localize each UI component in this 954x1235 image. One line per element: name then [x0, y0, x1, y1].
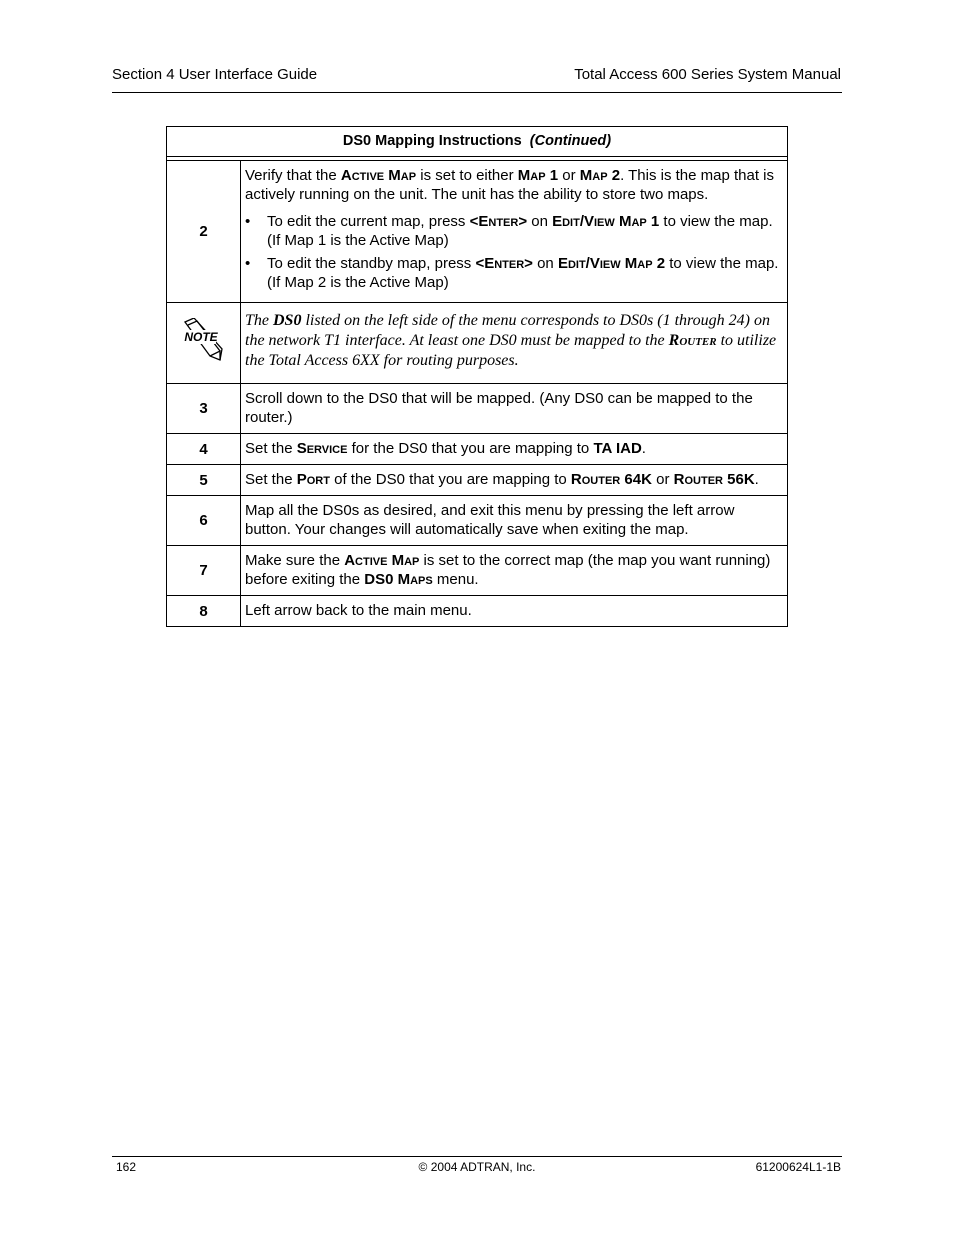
- step-row-3: [167, 384, 788, 434]
- text: on: [532, 255, 558, 272]
- step-number: 8: [167, 596, 241, 627]
- menu-term-map-2: Map 2: [579, 167, 621, 184]
- menu-term-ds0-maps: DS0 Maps: [364, 571, 433, 588]
- text: for the DS0 that you are mapping to: [347, 440, 594, 457]
- text: on: [527, 213, 553, 230]
- step-row-4: [167, 434, 788, 465]
- text: .: [641, 440, 646, 457]
- text: is set to either: [416, 167, 518, 184]
- running-header-section: Section 4 User Interface Guide: [112, 66, 318, 83]
- step-description: Left arrow back to the main menu.: [241, 596, 788, 627]
- step-number: 2: [167, 161, 241, 303]
- step-description: Scroll down to the DS0 that will be mapped. (Any DS0 can be mapped to the router.): [241, 384, 788, 434]
- text: to view the map. (If Map 2 is the Active Map): [267, 255, 779, 291]
- step-number: 6: [167, 496, 241, 546]
- bullet-glyph: •: [245, 213, 251, 230]
- step-2-bullets: [245, 212, 781, 292]
- text: listed on the left side of the menu corresponds to DS0s (1 through 24) on the network T1 interface. At least one DS0 must be mapped to the: [245, 312, 770, 349]
- running-header-title: Total Access 600 Series System Manual: [574, 66, 841, 83]
- step-row-5: [167, 465, 788, 496]
- step-number: 5: [167, 465, 241, 496]
- copyright: © 2004 ADTRAN, Inc.: [418, 1160, 536, 1174]
- step-row-6: [167, 496, 788, 546]
- note-text: [241, 303, 788, 384]
- text: menu.: [432, 571, 479, 588]
- text: to utilize the Total Access 6XX for routing purposes.: [245, 332, 777, 369]
- text: or: [651, 471, 674, 488]
- note-icon-label: NOTE: [183, 329, 218, 344]
- bullet-item: [245, 212, 781, 250]
- text: Verify that the: [245, 167, 341, 184]
- text: The: [245, 312, 273, 329]
- table-title: [167, 127, 788, 157]
- menu-term-active-map: Active Map: [340, 167, 417, 184]
- header-rule: [112, 92, 842, 93]
- text: To edit the standby map, press: [267, 255, 476, 272]
- step-row-8: [167, 596, 788, 627]
- term-ds0: DS0: [273, 312, 302, 329]
- step-description: [241, 465, 788, 496]
- note-row: [167, 303, 788, 384]
- table-title-text: DS0 Mapping Instructions: [342, 133, 522, 149]
- menu-term-service: Service: [296, 440, 348, 457]
- text: to view the map. (If Map 1 is the Active Map): [267, 213, 773, 249]
- table-title-suffix: (Continued): [529, 133, 612, 149]
- value-ta-iad: TA IAD: [593, 440, 642, 457]
- text: Set the: [245, 471, 297, 488]
- step-2-intro: [245, 166, 781, 204]
- value-router-56k: Router 56K: [673, 471, 755, 488]
- note-icon-cell: [167, 303, 241, 384]
- document-number: 61200624L1-1B: [755, 1160, 841, 1174]
- bullet-glyph: •: [245, 255, 251, 272]
- step-number: 4: [167, 434, 241, 465]
- step-description: [241, 546, 788, 596]
- menu-term-edit-view-map-2: Edit/View Map 2: [557, 255, 666, 272]
- bullet-item: [245, 254, 781, 292]
- step-number: 7: [167, 546, 241, 596]
- text: To edit the current map, press: [267, 213, 470, 230]
- step-description: [241, 161, 788, 303]
- text: or: [558, 167, 580, 184]
- text: .: [754, 471, 759, 488]
- step-row-2: [167, 161, 788, 303]
- menu-term-router: Router: [668, 332, 717, 349]
- text: Make sure the: [245, 552, 345, 569]
- menu-term-map-1: Map 1: [517, 167, 559, 184]
- text: is set to the correct map (the map you want running) before exiting the: [245, 552, 771, 588]
- text: Set the: [245, 440, 297, 457]
- step-description: [241, 434, 788, 465]
- menu-term-port: Port: [296, 471, 330, 488]
- key-enter: <Enter>: [475, 255, 533, 272]
- page-number: 162: [116, 1160, 137, 1174]
- menu-term-edit-view-map-1: Edit/View Map 1: [552, 213, 660, 230]
- step-description: Map all the DS0s as desired, and exit this menu by pressing the left arrow button. Your changes will automatically save when exiting the map.: [241, 496, 788, 546]
- text: . This is the map that is actively running on the unit. The unit has the ability to store two maps.: [245, 167, 775, 203]
- text: of the DS0 that you are mapping to: [329, 471, 571, 488]
- key-enter: <Enter>: [469, 213, 528, 230]
- note-icon: [182, 318, 226, 364]
- step-row-7: [167, 546, 788, 596]
- value-router-64k: Router 64K: [570, 471, 652, 488]
- ds0-mapping-table: [166, 126, 788, 627]
- step-number: 3: [167, 384, 241, 434]
- footer-rule: [112, 1156, 842, 1157]
- menu-term-active-map: Active Map: [344, 552, 420, 569]
